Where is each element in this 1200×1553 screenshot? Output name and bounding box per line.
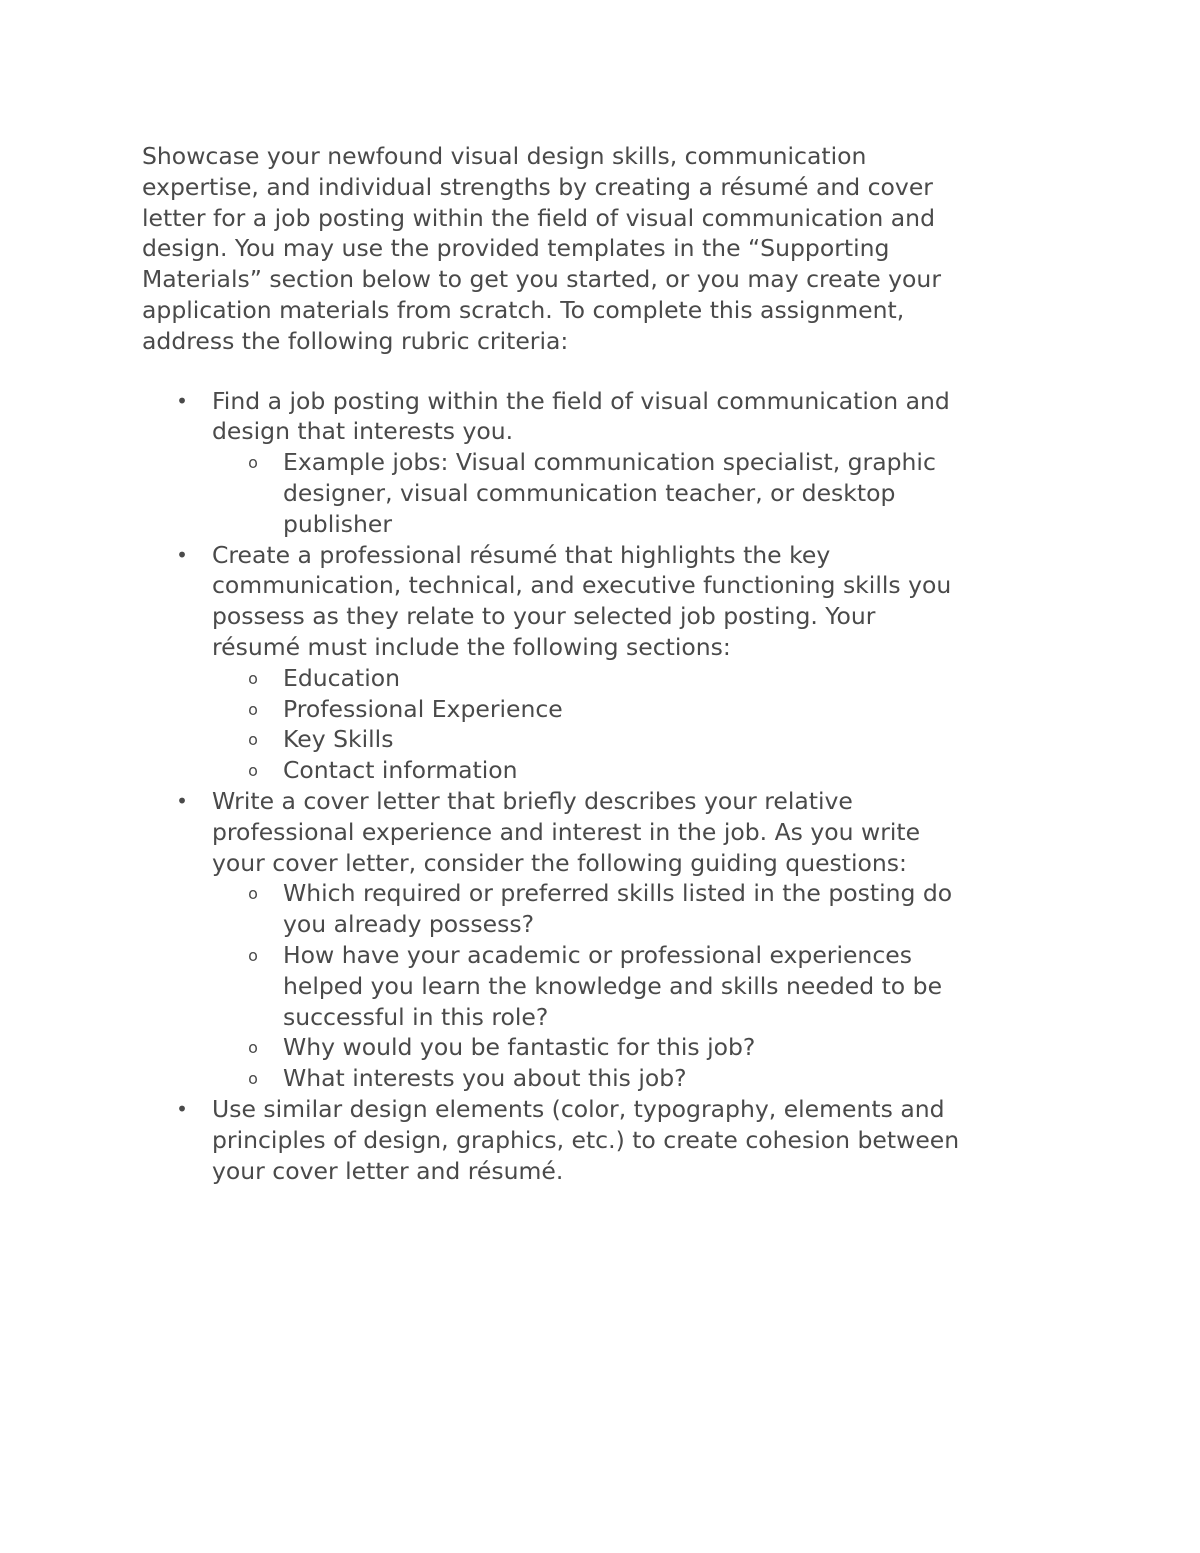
- sub-list-item: [212, 1032, 1072, 1063]
- sub-bullet-icon: o: [248, 668, 258, 688]
- sub-list-item: [212, 1063, 1072, 1094]
- sub-list-item: [212, 447, 1072, 539]
- list-item: [142, 1094, 1072, 1186]
- sub-list-item: [212, 694, 1072, 725]
- list-item: [142, 540, 1072, 786]
- intro-paragraph: Showcase your newfound visual design skills, communication expertise, and individual strengths by creating a résumé and cover letter for a job posting within the field of visual communication and design. You may use the provided templates in the “Supporting Materials” section below to get you started, or you may create your application materials from scratch. To complete this assignment, address the following rubric criteria:: [142, 142, 941, 355]
- sub-list-item-text: Education: [283, 663, 400, 692]
- sub-list-item: [212, 940, 1072, 1032]
- bullet-icon: •: [176, 388, 188, 413]
- list-item-text: Write a cover letter that briefly describes your relative professional experience and interest in the job. As you write your cover letter, consider the following guiding questions:: [212, 786, 921, 877]
- list-item-text: Use similar design elements (color, typography, elements and principles of design, graphics, etc.) to create cohesion between your cover letter and résumé.: [212, 1094, 960, 1185]
- sub-list-item-text: Why would you be fantastic for this job?: [283, 1033, 756, 1062]
- sub-list-item-text: Key Skills: [283, 725, 394, 754]
- bullet-icon: •: [176, 788, 188, 813]
- sub-list-item: [212, 755, 1072, 786]
- sub-list-item-text: Professional Experience: [283, 694, 563, 723]
- list-item-text: Find a job posting within the field of visual communication and design that interests you.: [212, 386, 950, 446]
- bullet-icon: •: [176, 1096, 188, 1121]
- sub-list-item-text: How have your academic or professional experiences helped you learn the knowledge and skills needed to be successful in this role?: [283, 940, 943, 1031]
- sub-list-item-text: Example jobs: Visual communication specialist, graphic designer, visual communication teacher, or desktop publisher: [283, 448, 936, 538]
- sub-list-item-text: What interests you about this job?: [283, 1064, 687, 1093]
- sub-bullet-icon: o: [248, 884, 258, 904]
- sub-bullet-icon: o: [248, 453, 258, 473]
- sub-bullet-icon: o: [248, 761, 258, 781]
- sub-list: [212, 663, 1072, 786]
- bullet-icon: •: [176, 542, 188, 567]
- sub-list-item: [212, 724, 1072, 755]
- document-body: [142, 141, 1072, 1186]
- sub-list-item: [212, 663, 1072, 694]
- sub-bullet-icon: o: [248, 1038, 258, 1058]
- list-item-text: Create a professional résumé that highlights the key communication, technical, and executive functioning skills you possess as they relate to your selected job posting. Your résumé must include the following sections:: [212, 540, 952, 661]
- sub-list: [212, 447, 1072, 539]
- sub-bullet-icon: o: [248, 945, 258, 965]
- sub-list-item-text: Which required or preferred skills listed in the posting do you already possess?: [283, 879, 953, 939]
- sub-list: [212, 878, 1072, 1094]
- sub-list-item-text: Contact information: [283, 756, 518, 785]
- sub-bullet-icon: o: [248, 730, 258, 750]
- sub-bullet-icon: o: [248, 699, 258, 719]
- list-item: [142, 786, 1072, 1094]
- list-item: [142, 386, 1072, 540]
- rubric-criteria-list: [142, 386, 1072, 1187]
- sub-bullet-icon: o: [248, 1069, 258, 1089]
- sub-list-item: [212, 878, 1072, 940]
